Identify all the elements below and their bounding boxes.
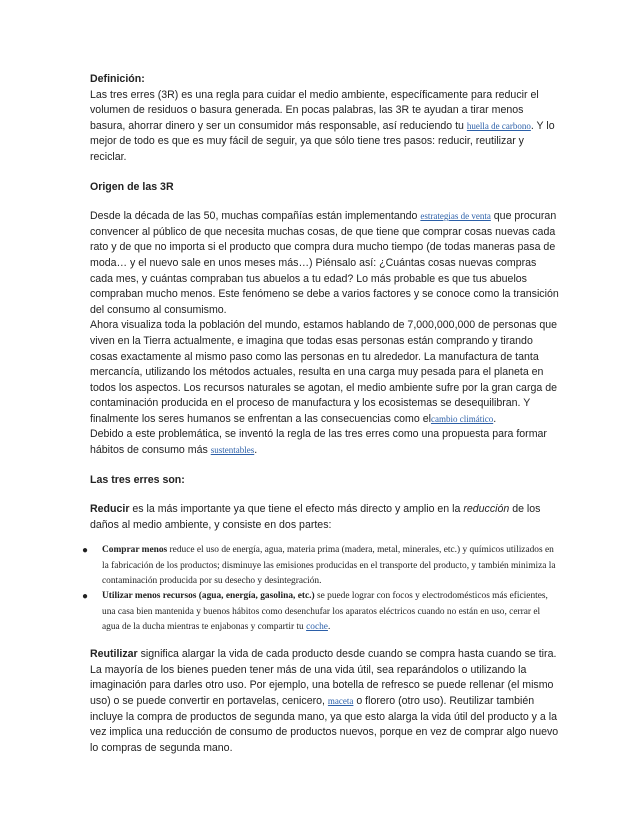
link-huella-de-carbono[interactable]: huella de carbono <box>466 120 531 131</box>
definicion-paragraph: Las tres erres (3R) es una regla para cuidar el medio ambiente, específicamente para reducir el volumen de residuos o basura generada. En pocas palabras, las 3R te ayudan a tirar menos basura, ahorrar dinero y ser un consumidor más responsable, así reduciendo tu huella de carbono. Y lo mejor de todo es que es muy fácil de seguir, ya que sólo tiene tres pasos: reducir, reutilizar y reciclar. <box>90 88 555 163</box>
origen-paragraph-3: Debido a este problemática, se inventó la regla de las tres erres como una propuesta para formar hábitos de consumo más sustentables. <box>90 428 547 457</box>
link-estrategias-de-venta[interactable]: estrategias de venta <box>420 211 491 222</box>
section-reducir <box>90 502 560 533</box>
origen-heading: Origen de las 3R <box>90 180 174 193</box>
bullet-icon: ● <box>82 591 89 603</box>
list-item: ● Utilizar menos recursos (agua, energía, gasolina, etc.) se puede lograr con focos y electrodomésticos más eficientes, una casa bien mantenida y buenos hábitos como desenchufar los aparatos eléctricos cuando no están en uso, cerrar el agua de la ducha mientras te enjabonas y compartir tu coche. <box>82 591 548 632</box>
list-item: ● Comprar menos reduce el uso de energía, agua, materia prima (madera, metal, minerales, etc.) y químicos utilizados en la fabricación de los productos; disminuye las emisiones producidas en el transporte del producto, y también minimiza la contaminación producida por su desecho y desintegración. <box>82 545 556 587</box>
link-sustentables[interactable]: sustentables <box>210 445 255 456</box>
section-definicion <box>90 72 560 166</box>
link-maceta[interactable]: maceta <box>327 696 354 706</box>
reutilizar-paragraph: Reutilizar significa alargar la vida de cada producto desde cuando se compra hasta cuando se tira. La mayoría de los bienes pueden tener más de una vida útil, sea reparándolos o utilizando la imaginación para darles otro uso. Por ejemplo, una botella de refresco se puede rellenar (el mismo uso) o se puede convertir en portavelas, cenicero, maceta o florero (otro uso). Reutilizar también incluye la compra de productos de segunda mano, ya que esto alarga la vida útil del producto y a la vez implica una reducción de consumo de productos nuevos, porque en vez de comprar algo nuevo lo compras de segunda mano. <box>90 648 559 754</box>
link-cambio-climatico[interactable]: cambio climático <box>430 413 494 424</box>
section-origen <box>90 209 560 459</box>
link-coche[interactable]: coche <box>306 621 328 632</box>
origen-paragraph-2: Ahora visualiza toda la población del mundo, estamos hablando de 7,000,000,000 de personas que viven en la Tierra actualmente, e imagina que todas esas personas están comprando y tirando cosas exactamente al mismo paso como las personas en tu alrededor. La manufactura de tanta mercancía, utilizando los métodos actuales, resulta en una carga muy pesada para el planeta en todos los aspectos. Los recursos naturales se agotan, el medio ambiente sufre por la gran carga de contaminación producida en el proceso de manufactura y los ecosistemas se desequilibran. Y finalmente los seres humanos se enfrentan a las consecuencias como elcambio climático. <box>90 319 558 425</box>
definicion-title: Definición: <box>90 73 145 85</box>
origen-paragraph-1: Desde la década de las 50, muchas compañías están implementando estrategias de venta que procuran convencer al público de que necesita muchas cosas, de que tiene que comprar cosas nuevas cada rato y de que no importa si el producto que compra dura mucho tiempo (de todas maneras pasa de moda… y el nuevo sale en unos meses más…) Piénsalo así: ¿Cuántas cosas nuevas compras cada mes, y cuántas compraban tus abuelos a tu edad? Lo más probable es que tus abuelos compraban mucho menos. Este fenómeno se debe a varios factores y se conoce como la transición del consumo al consumismo. <box>90 210 559 316</box>
reducir-paragraph: Reducir es la más importante ya que tiene el efecto más directo y amplio en la reducción de los daños al medio ambiente, y consiste en dos partes: <box>90 503 541 531</box>
tres-erres-heading: Las tres erres son: <box>90 473 185 486</box>
bullet-icon: ● <box>82 545 89 557</box>
reducir-list <box>82 543 560 635</box>
article-body <box>82 72 560 770</box>
section-reutilizar <box>90 647 560 756</box>
